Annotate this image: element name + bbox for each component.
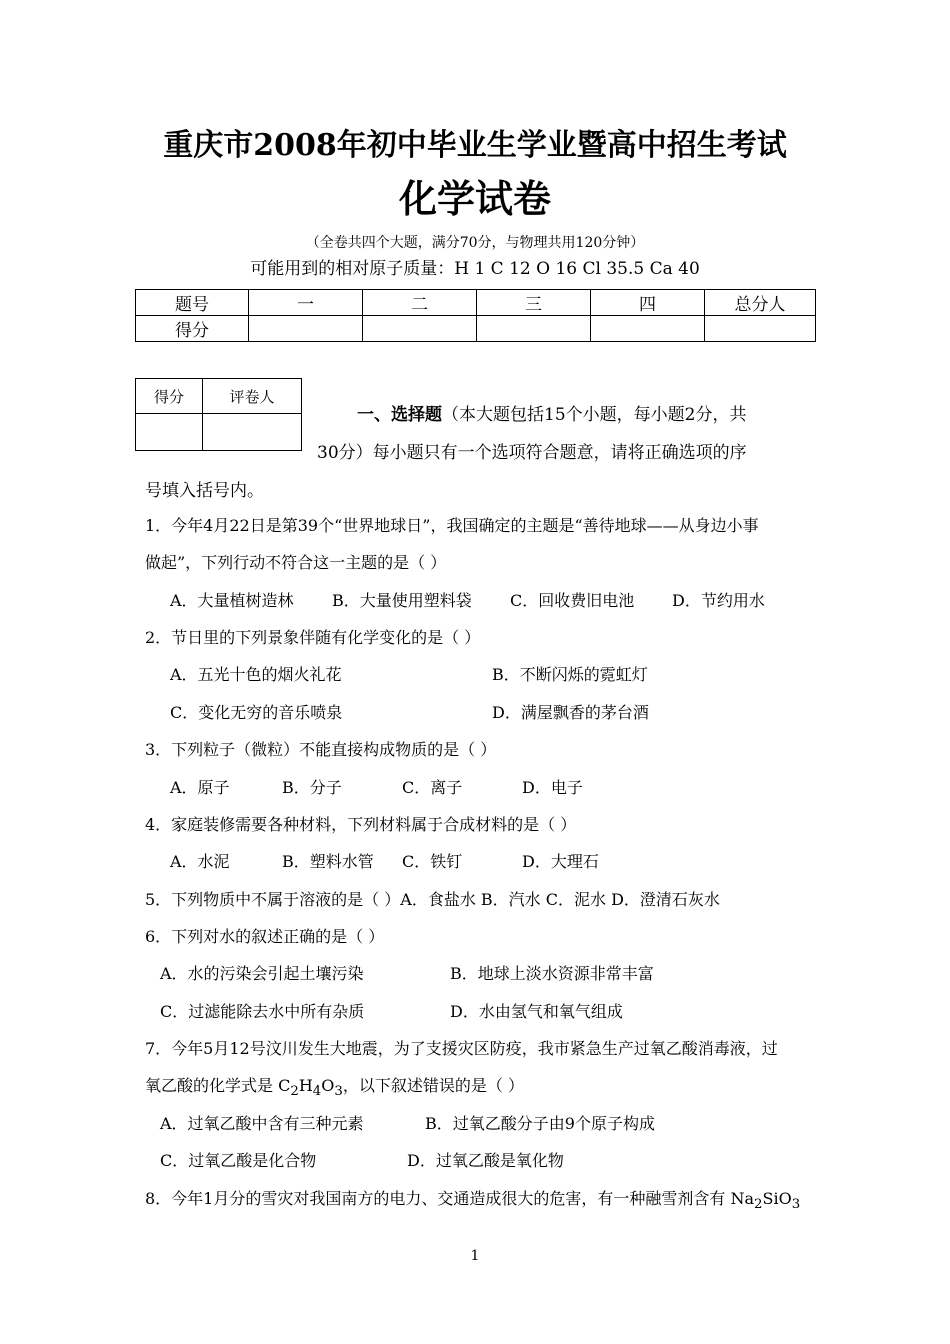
grader-score-label: 得分 (136, 379, 203, 414)
question-2: 2．节日里的下列景象伴随有化学变化的是（ ） (145, 628, 481, 647)
subject-title: 化学试卷 (398, 176, 551, 221)
question-6-option-d: D．水由氢气和氧气组成 (450, 1002, 623, 1021)
question-4-option-d: D．大理石 (522, 852, 599, 871)
score-input-cell[interactable] (705, 316, 816, 342)
question-1-line1: 1．今年4月22日是第39个“世界地球日”，我国确定的主题是“善待地球——从身边小事 (145, 516, 759, 535)
question-5: 5．下列物质中不属于溶液的是（ ）A．食盐水 B．汽水 C．泥水 D．澄清石灰水 (145, 890, 720, 909)
question-7-option-d: D．过氧乙酸是氧化物 (407, 1151, 564, 1170)
grader-name-label: 评卷人 (203, 379, 302, 414)
question-4-option-a: A．水泥 (170, 852, 230, 871)
question-6-option-b: B．地球上淡水资源非常丰富 (450, 964, 654, 983)
question-8-text: 8．今年1月分的雪灾对我国南方的电力、交通造成很大的危害，有一种融雪剂含有 Na (145, 1189, 754, 1208)
exam-note: （全卷共四个大题，满分70分，与物理共用120分钟） (305, 235, 645, 251)
question-7-line1: 7．今年5月12号汶川发生大地震，为了支援灾区防疫，我市紧急生产过氧乙酸消毒液，过 (145, 1039, 778, 1058)
question-6-option-a: A．水的污染会引起土壤污染 (160, 964, 364, 983)
question-3-option-a: A．原子 (170, 778, 230, 797)
score-table (135, 289, 816, 342)
score-table-cell: 四 (591, 290, 705, 316)
subscript: 3 (334, 1084, 343, 1100)
question-1-option-c: C．回收费旧电池 (510, 591, 635, 610)
subscript: 3 (791, 1197, 801, 1213)
question-2-option-a: A．五光十色的烟火礼花 (170, 665, 342, 684)
question-4: 4．家庭装修需要各种材料，下列材料属于合成材料的是（ ） (145, 815, 577, 834)
question-7-option-a: A．过氧乙酸中含有三种元素 (160, 1114, 364, 1133)
grader-score-cell[interactable] (136, 414, 203, 451)
section1-line3: 号填入括号内。 (145, 481, 264, 501)
question-4-option-c: C．铁钉 (402, 852, 463, 871)
question-3-option-c: C．离子 (402, 778, 463, 797)
question-7-text: 氧乙酸的化学式是 C (145, 1076, 291, 1095)
question-1-option-a: A．大量植树造林 (170, 591, 294, 610)
question-7-option-b: B．过氧乙酸分子由9个原子构成 (425, 1114, 655, 1133)
question-3: 3．下列粒子（微粒）不能直接构成物质的是（ ） (145, 740, 497, 759)
score-table-cell: 题号 (136, 290, 249, 316)
question-7-line2 (145, 1073, 524, 1099)
score-table-cell: 三 (477, 290, 591, 316)
grader-name-cell[interactable] (203, 414, 302, 451)
question-3-option-d: D．电子 (522, 778, 583, 797)
question-8-line1 (145, 1186, 800, 1212)
score-input-cell[interactable] (249, 316, 363, 342)
subscript: 4 (312, 1084, 322, 1100)
score-input-cell[interactable] (477, 316, 591, 342)
question-4-option-b: B．塑料水管 (282, 852, 374, 871)
score-table-header-row (136, 290, 816, 316)
question-2-option-d: D．满屋飘香的茅台酒 (492, 703, 649, 722)
score-input-cell[interactable] (591, 316, 705, 342)
score-table-cell: 二 (363, 290, 477, 316)
question-1-option-d: D．节约用水 (672, 591, 765, 610)
formula-o: O (321, 1076, 335, 1095)
score-input-cell[interactable] (363, 316, 477, 342)
subscript: 2 (290, 1084, 299, 1100)
section1-line2: 30分）每小题只有一个选项符合题意，请将正确选项的序 (317, 443, 747, 463)
page-number: 1 (470, 1248, 480, 1264)
question-6-option-c: C．过滤能除去水中所有杂质 (160, 1002, 365, 1021)
formula-sio: SiO (762, 1189, 792, 1208)
grader-box (135, 378, 302, 451)
question-1-option-b: B．大量使用塑料袋 (332, 591, 472, 610)
question-1-line2: 做起”，下列行动不符合这一主题的是（ ） (145, 553, 447, 572)
score-table-cell: 一 (249, 290, 363, 316)
exam-title: 重庆市2008年初中毕业生学业暨高中招生考试 (163, 128, 787, 163)
section1-line1 (357, 400, 746, 425)
question-2-option-c: C．变化无穷的音乐喷泉 (170, 703, 343, 722)
score-table-cell: 得分 (136, 316, 249, 342)
formula-h: H (298, 1076, 313, 1095)
atomic-masses: 可能用到的相对原子质量：H 1 C 12 O 16 Cl 35.5 Ca 40 (250, 259, 700, 279)
question-2-option-b: B．不断闪烁的霓虹灯 (492, 665, 648, 684)
score-table-score-row (136, 316, 816, 342)
subscript: 2 (754, 1197, 763, 1213)
section1-heading: 一、选择题 (357, 405, 442, 425)
question-3-option-b: B．分子 (282, 778, 342, 797)
section1-desc: （本大题包括15个小题，每小题2分，共 (442, 405, 747, 425)
question-7-text: ，以下叙述错误的是（ ） (342, 1076, 524, 1095)
question-7-option-c: C．过氧乙酸是化合物 (160, 1151, 317, 1170)
score-table-cell: 总分人 (705, 290, 816, 316)
question-6: 6．下列对水的叙述正确的是（ ） (145, 927, 385, 946)
